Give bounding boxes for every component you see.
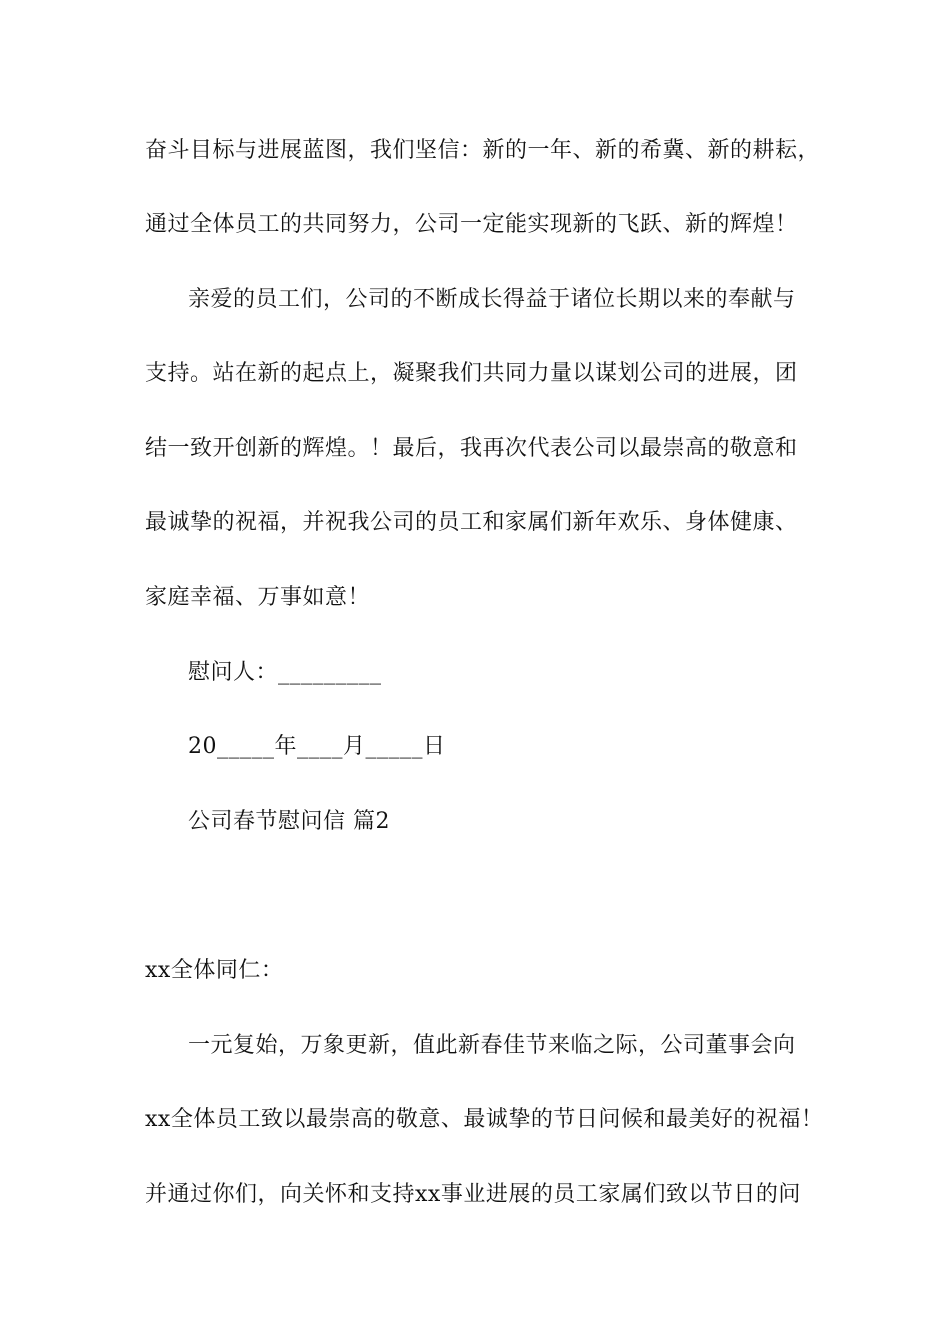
paragraph-line: 支持。站在新的起点上，凝聚我们共同力量以谋划公司的进展，团 (145, 361, 798, 386)
paragraph-line: 亲爱的员工们，公司的不断成长得益于诸位长期以来的奉献与 (188, 287, 796, 312)
paragraph-line: 奋斗目标与进展蓝图，我们坚信：新的一年、新的希冀、新的耕耘， (145, 138, 821, 163)
paragraph-line: 并通过你们，向关怀和支持xx事业进展的员工家属们致以节日的问 (145, 1182, 801, 1207)
paragraph-line: xx全体员工致以最崇高的敬意、最诚挚的节日问候和最美好的祝福！ (145, 1107, 824, 1132)
salutation: xx全体同仁： (145, 958, 284, 983)
paragraph-line: 家庭幸福、万事如意！ (145, 585, 371, 610)
paragraph-line: 一元复始，万象更新，值此新春佳节来临之际，公司董事会向 (188, 1033, 796, 1058)
date-line: 20_____年____月_____日 (188, 734, 446, 759)
section-heading: 公司春节慰问信 篇2 (188, 809, 390, 834)
signature-line: 慰问人：_________ (188, 660, 382, 685)
paragraph-line: 结一致开创新的辉煌。！最后，我再次代表公司以最崇高的敬意和 (145, 436, 798, 461)
paragraph-line: 最诚挚的祝福，并祝我公司的员工和家属们新年欢乐、身体健康、 (145, 510, 798, 535)
paragraph-line: 通过全体员工的共同努力，公司一定能实现新的飞跃、新的辉煌！ (145, 212, 798, 237)
